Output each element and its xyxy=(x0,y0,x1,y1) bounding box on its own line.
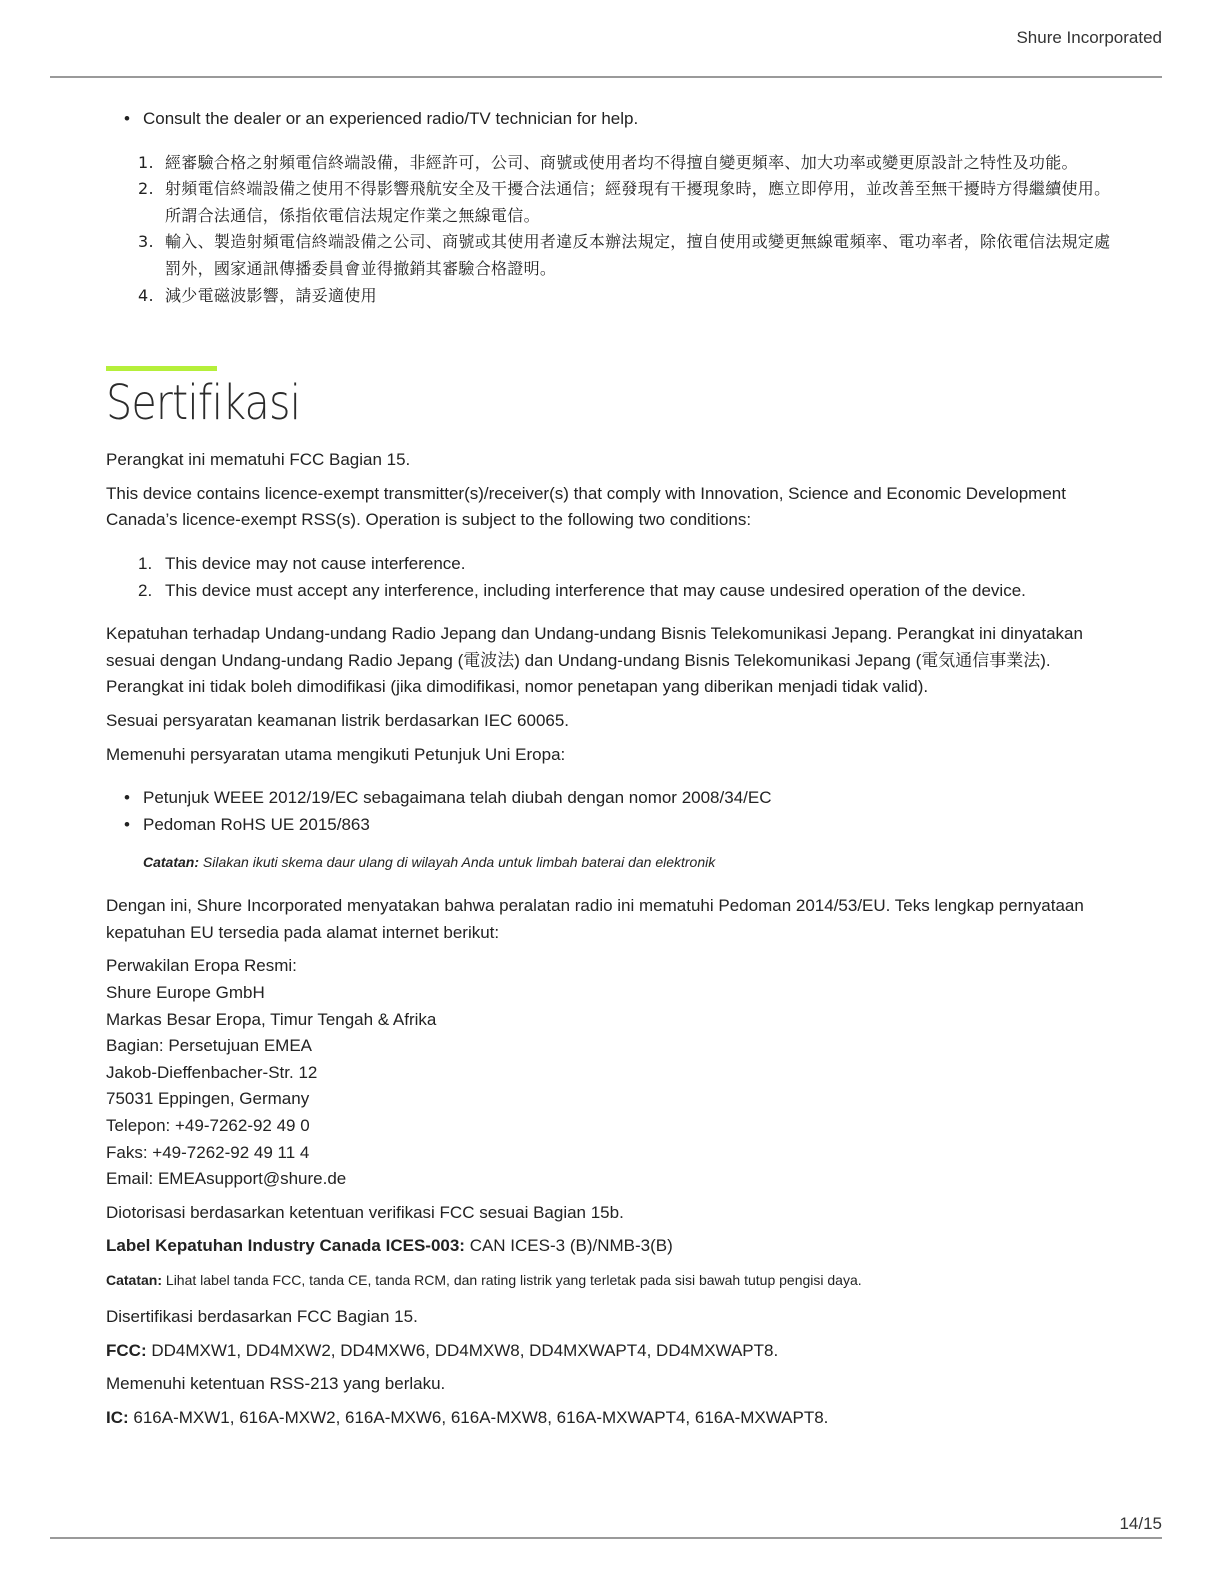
list-item-text: 輸入、製造射頻電信終端設備之公司、商號或其使用者違反本辦法規定，擅自使用或變更無線電頻率、電功率者，除依電信法規定處罰外，國家通訊傳播委員會並得撤銷其審驗合格證明。 xyxy=(165,232,1111,278)
fcc-certified-text: Disertifikasi berdasarkan FCC Bagian 15. xyxy=(106,1307,418,1326)
header-divider xyxy=(50,76,1162,78)
eu-directives-list xyxy=(106,785,1116,838)
company-name: Shure Incorporated xyxy=(1016,28,1162,47)
eu-compliance-text: Memenuhi persyaratan utama mengikuti Petunjuk Uni Eropa: xyxy=(106,744,566,764)
fcc-compliance-text: Perangkat ini mematuhi FCC Bagian 15. xyxy=(106,450,411,470)
list-item xyxy=(138,229,1116,282)
fcc-verification-text: Diotorisasi berdasarkan ketentuan verifikasi FCC sesuai Bagian 15b. xyxy=(106,1202,624,1222)
address-line: Perwakilan Eropa Resmi: xyxy=(106,956,297,976)
list-item-text: This device must accept any interference, including interference that may cause undesired operation of the device. xyxy=(165,580,1026,600)
ic-value: 616A-MXW1, 616A-MXW2, 616A-MXW6, 616A-MXW8, 616A-MXWAPT4, 616A-MXWAPT8. xyxy=(128,1407,829,1427)
list-number: 1. xyxy=(138,152,154,172)
list-item-text: 減少電磁波影響，請妥適使用 xyxy=(165,285,377,305)
address-line: Email: EMEAsupport@shure.de xyxy=(106,1169,347,1189)
fcc-ids xyxy=(106,1338,1116,1365)
note-text: Silakan ikuti skema daur ulang di wilayah Anda untuk limbah baterai dan elektronik xyxy=(199,854,716,871)
address-line: Markas Besar Eropa, Timur Tengah & Afrika xyxy=(106,1009,437,1029)
ic-ids xyxy=(106,1405,1116,1432)
list-item xyxy=(138,150,1116,177)
chinese-notice-list xyxy=(106,150,1116,310)
list-item xyxy=(138,176,1116,229)
ices-label-text xyxy=(106,1233,1116,1260)
list-number: 4. xyxy=(138,285,154,305)
eu-declaration-text: Dengan ini, Shure Incorporated menyatakan bahwa peralatan radio ini mematuhi Pedoman 2014/53/EU. Teks lengkap pernyataan kepatuhan EU tersedia pada alamat internet berikut: xyxy=(106,896,1084,942)
address-line: Shure Europe GmbH xyxy=(106,983,265,1003)
footer-divider xyxy=(50,1537,1162,1539)
list-number: 3. xyxy=(138,232,154,252)
list-item xyxy=(138,578,1116,605)
list-item xyxy=(138,551,1116,578)
ic-label: IC: xyxy=(106,1407,129,1427)
list-item: • Consult the dealer or an experienced radio/TV technician for help. xyxy=(143,106,1116,133)
list-item-text: 經審驗合格之射頻電信終端設備，非經許可，公司、商號或使用者均不得擅自變更頻率、加大功率或變更原設計之特性及功能。 xyxy=(165,152,1078,172)
recycling-note xyxy=(143,852,1116,872)
label-location-note xyxy=(106,1270,1116,1290)
section-accent-bar xyxy=(106,366,217,371)
list-item: • Petunjuk WEEE 2012/19/EC sebagaimana telah diubah dengan nomor 2008/34/EC xyxy=(143,785,1116,812)
address-line: Telepon: +49-7262-92 49 0 xyxy=(106,1116,310,1136)
list-item-text: 射頻電信終端設備之使用不得影響飛航安全及干擾合法通信；經發現有干擾現象時，應立即停用，並改善至無干擾時方得繼續使用。所謂合法通信，係指依電信法規定作業之無線電信。 xyxy=(165,179,1111,225)
note-label: Catatan: xyxy=(143,854,200,871)
list-item-text: This device may not cause interference. xyxy=(165,553,466,573)
iec-compliance-text: Sesuai persyaratan keamanan listrik berdasarkan IEC 60065. xyxy=(106,710,570,730)
ices-value: CAN ICES-3 (B)/NMB-3(B) xyxy=(464,1236,673,1256)
address-line: Jakob-Dieffenbacher-Str. 12 xyxy=(106,1062,318,1082)
japan-compliance-text: Kepatuhan terhadap Undang-undang Radio Jepang dan Undang-undang Bisnis Telekomunikasi Jepang. Perangkat ini dinyatakan sesuai dengan Undang-undang Radio Jepang (電波法) dan Undang-undang Bisnis Telekomunikasi Jepang (電気通信事業法). Perangkat ini tidak boleh dimodifikasi (jika dimodifikasi, nomor penetapan yang diberikan menjadi tidak valid). xyxy=(106,624,1083,697)
note-text: Lihat label tanda FCC, tanda CE, tanda RCM, dan rating listrik yang terletak pada sisi bawah tutup pengisi daya. xyxy=(162,1272,862,1288)
list-number: 2. xyxy=(138,580,153,600)
list-number: 1. xyxy=(138,553,153,573)
list-number: 2. xyxy=(138,179,154,199)
page-content xyxy=(106,106,1116,1438)
address-line: Faks: +49-7262-92 49 11 4 xyxy=(106,1142,310,1162)
conditions-list xyxy=(106,551,1116,604)
section-title: Sertifikasi xyxy=(106,375,301,432)
note-label: Catatan: xyxy=(106,1272,163,1288)
list-item: • Pedoman RoHS UE 2015/863 xyxy=(143,812,1116,839)
rss-text: Memenuhi ketentuan RSS-213 yang berlaku. xyxy=(106,1374,446,1394)
top-bullet-list xyxy=(106,106,1116,133)
address-line: 75031 Eppingen, Germany xyxy=(106,1089,310,1109)
page-number: 14/15 xyxy=(1119,1514,1162,1533)
fcc-label: FCC: xyxy=(106,1340,147,1360)
ices-label: Label Kepatuhan Industry Canada ICES-003: xyxy=(106,1236,465,1256)
address-line: Bagian: Persetujuan EMEA xyxy=(106,1036,313,1056)
list-item xyxy=(138,283,1116,310)
fcc-value: DD4MXW1, DD4MXW2, DD4MXW6, DD4MXW8, DD4MXWAPT4, DD4MXWAPT8. xyxy=(146,1340,779,1360)
eu-representative-address xyxy=(106,953,1116,1192)
canada-compliance-text: This device contains licence-exempt transmitter(s)/receiver(s) that comply with Innovation, Science and Economic Development Canada’s licence-exempt RSS(s). Operation is subject to the following two conditions: xyxy=(106,483,1066,530)
